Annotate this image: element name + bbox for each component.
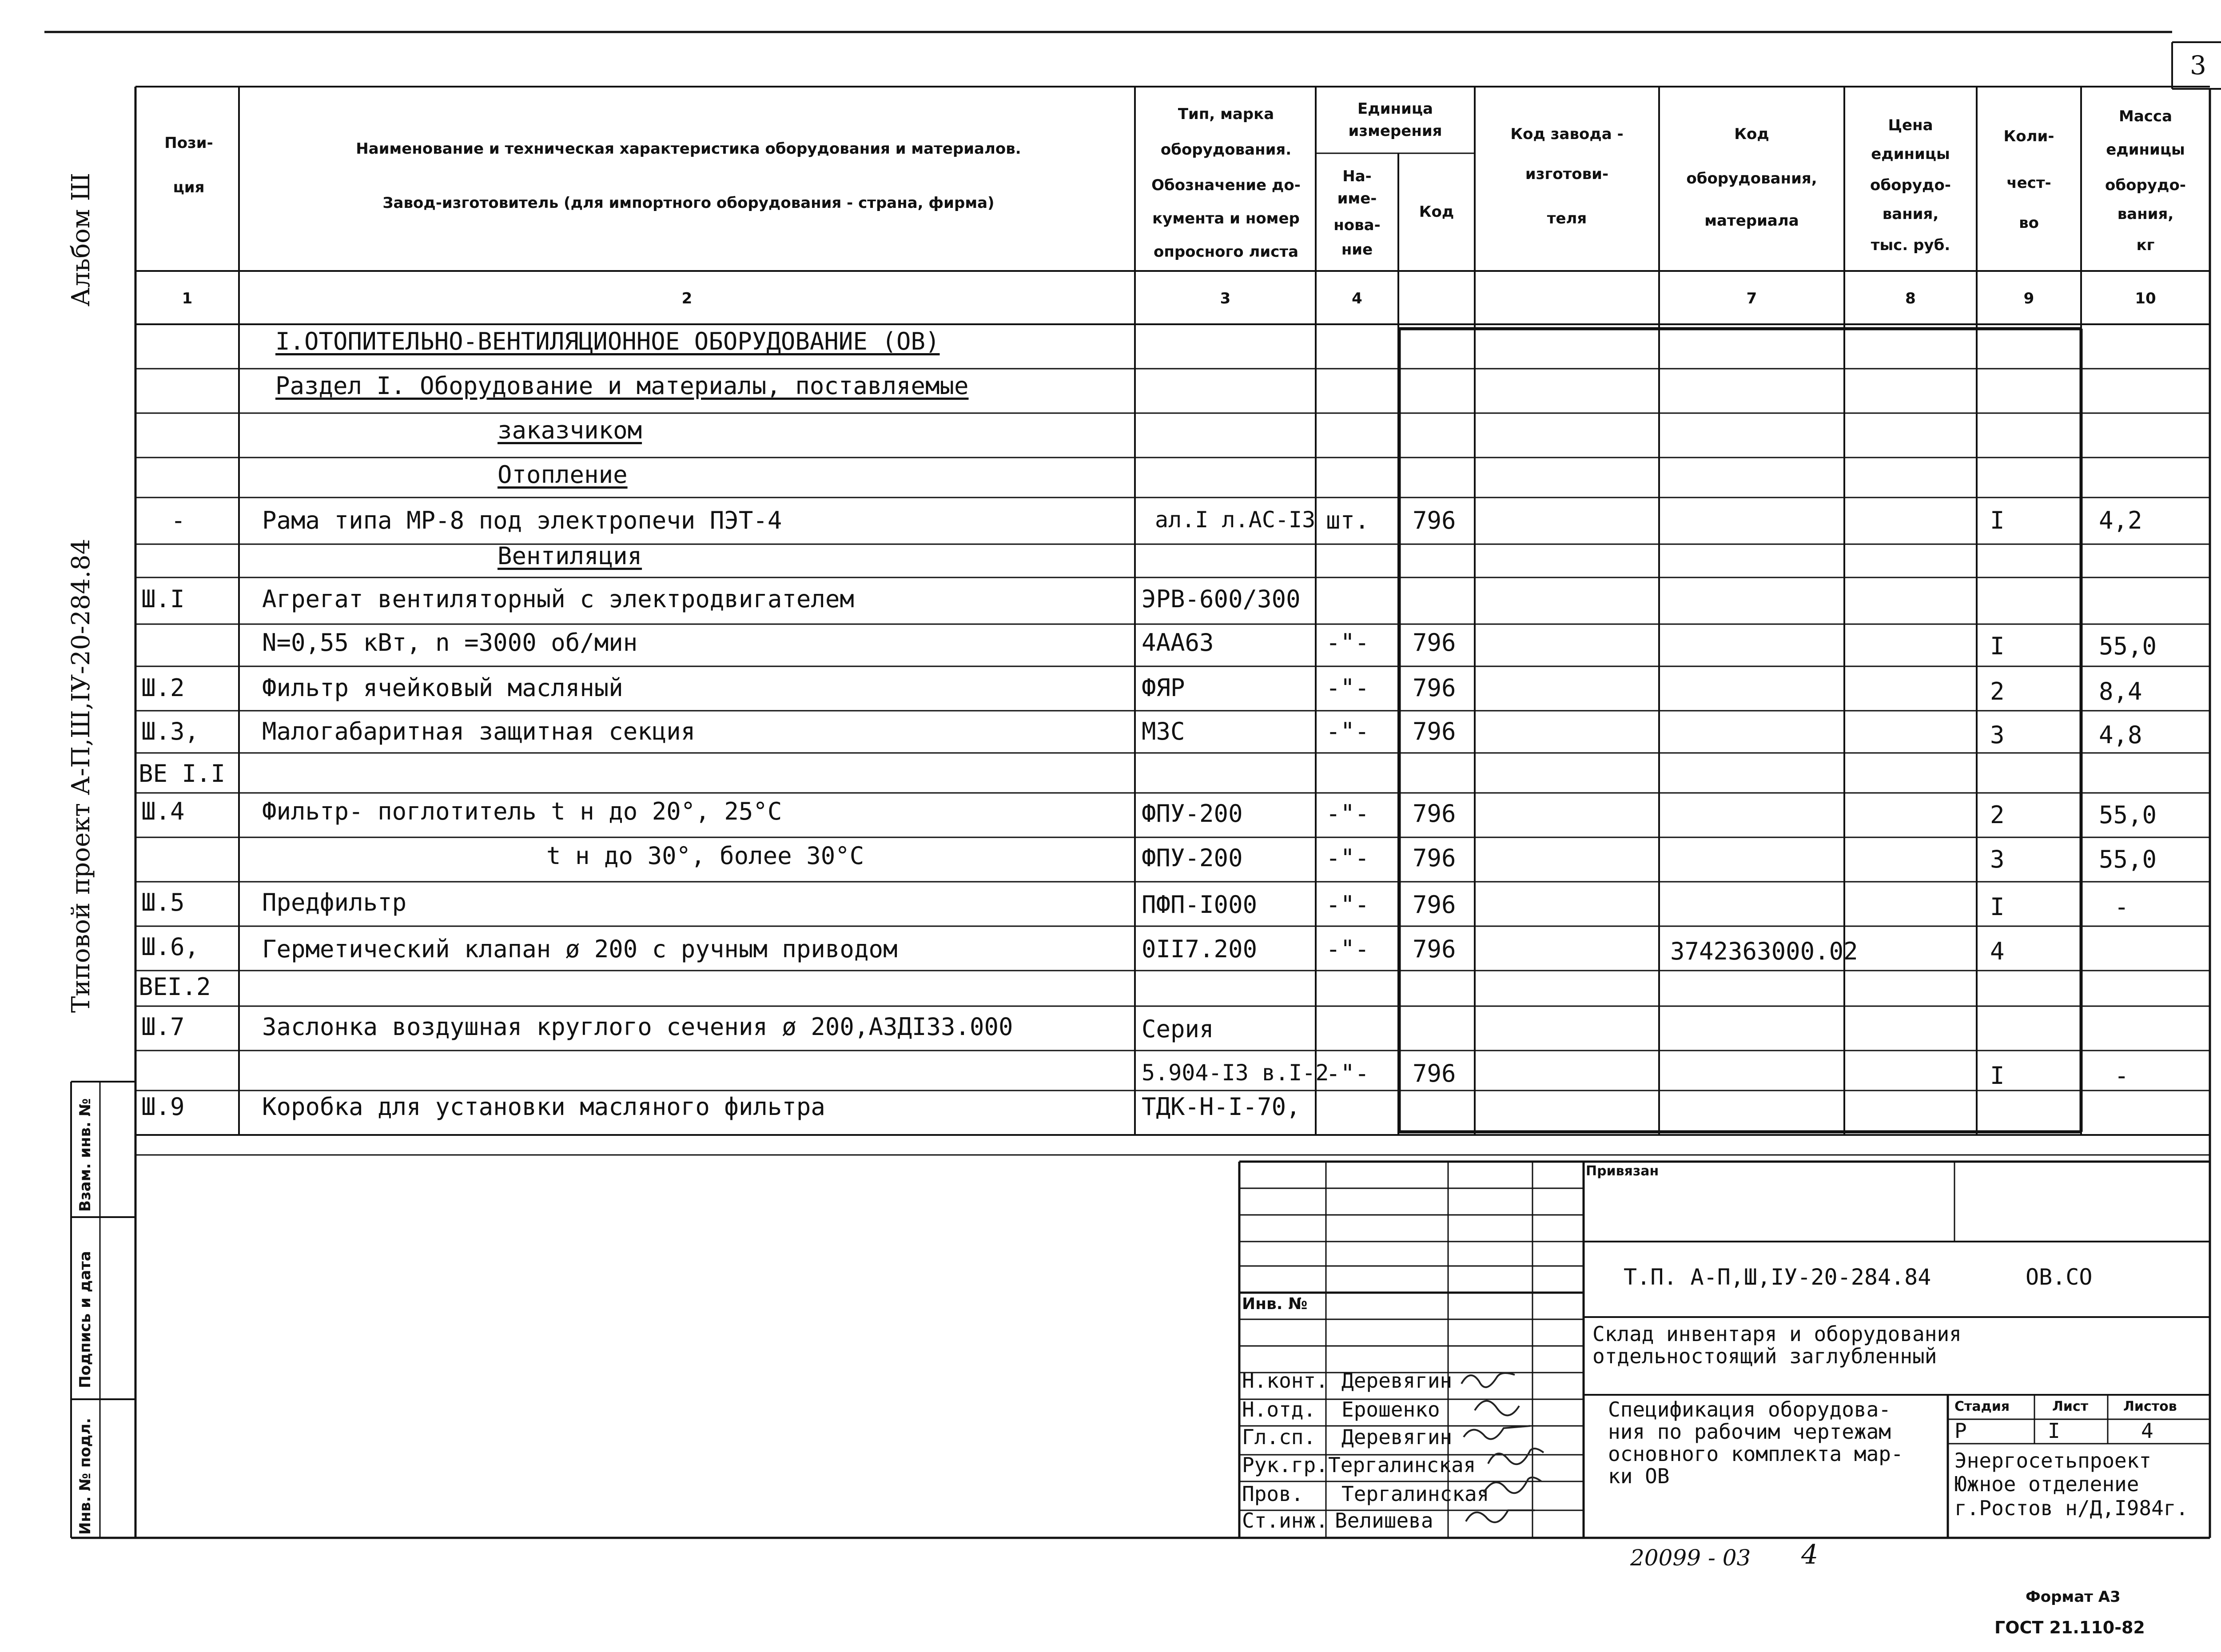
header-type-2: оборудования.: [1160, 141, 1292, 159]
row-mass: -: [2114, 1062, 2129, 1090]
row-type: 5.904-I3 в.I-2: [1142, 1060, 1329, 1086]
page-number: 3: [2190, 50, 2206, 80]
sheets-label: Листов: [2123, 1399, 2177, 1414]
row-pos: Ш.3,: [141, 717, 199, 745]
header-type-3: Обозначение до-: [1151, 176, 1301, 194]
row-pos: Ш.4: [141, 797, 185, 825]
row-code: 796: [1413, 891, 1456, 919]
row-name: Отопление: [498, 461, 628, 489]
sheet-value: I: [2048, 1419, 2060, 1443]
row-name: Предфильтр: [262, 888, 407, 916]
role-person: Тергалинская: [1328, 1453, 1476, 1477]
row-name: t н до 30°, более 30°С: [546, 842, 864, 870]
row-name: Малогабаритная защитная секция: [262, 717, 696, 745]
object-name-2: отдельностоящий заглубленный: [1592, 1344, 1937, 1368]
role-label: Пров.: [1242, 1482, 1304, 1506]
row-name: Вентиляция: [498, 542, 642, 570]
row-pos: ВЕ I.I: [139, 760, 226, 788]
header-qty-2: чест-: [2006, 174, 2051, 192]
header-unitname-3: нова-: [1333, 216, 1381, 234]
header-mass-1: Масса: [2118, 107, 2173, 125]
header-factory-3: теля: [1547, 210, 1587, 227]
header-unit-2: измерения: [1348, 122, 1442, 140]
org-name-2: Южное отделение: [1954, 1472, 2139, 1496]
header-type-5: опросного листа: [1153, 243, 1299, 261]
role-label: Гл.сп.: [1242, 1425, 1316, 1449]
header-factory-2: изготови-: [1525, 165, 1609, 183]
row-mass: 8,4: [2099, 677, 2142, 705]
document-mark: ОВ.СО: [2026, 1264, 2093, 1290]
row-type: 0II7.200: [1142, 935, 1258, 963]
row-mass: 55,0: [2099, 632, 2157, 660]
signature-marks: [1453, 1364, 1586, 1537]
header-matcode-3: материала: [1704, 212, 1799, 230]
role-label: Н.конт.: [1242, 1369, 1328, 1393]
header-price-2: единицы: [1871, 145, 1950, 163]
row-unit: -"-: [1326, 674, 1369, 702]
row-name: N=0,55 кВт, n =3000 об/мин: [262, 629, 638, 657]
row-code: 796: [1413, 1059, 1456, 1087]
row-unit: -"-: [1326, 891, 1369, 919]
row-mass: 4,2: [2099, 506, 2142, 534]
row-qty: I: [1990, 893, 2005, 921]
row-type: 4АА63: [1142, 629, 1214, 657]
archive-sheet: 4: [1801, 1539, 1819, 1570]
row-pos: Ш.6,: [141, 933, 199, 961]
row-mass: 55,0: [2099, 845, 2157, 873]
row-qty: 2: [1990, 801, 2005, 829]
header-price-3: оборудо-: [1870, 176, 1951, 194]
row-unit: шт.: [1326, 506, 1369, 534]
row-type: ЭРВ-600/300: [1142, 585, 1301, 613]
header-qty-1: Коли-: [2003, 127, 2054, 145]
row-code: 796: [1413, 674, 1456, 702]
row-name: Рама типа МР-8 под электропечи ПЭТ-4: [262, 506, 782, 534]
role-label: Н.отд.: [1242, 1397, 1316, 1421]
row-material-code: 3742363000.02: [1670, 937, 1858, 965]
row-name: I.ОТОПИТЕЛЬНО-ВЕНТИЛЯЦИОННОЕ ОБОРУДОВАНИЕ (ОВ): [275, 327, 940, 355]
colnum-8: 8: [1905, 290, 1916, 307]
row-code: 796: [1413, 629, 1456, 657]
header-type-4: кумента и номер: [1152, 210, 1300, 227]
row-name: Раздел I. Оборудование и материалы, поставляемые: [275, 372, 969, 400]
row-qty: I: [1990, 1062, 2005, 1090]
row-code: 796: [1413, 935, 1456, 963]
header-unitname-1: На-: [1342, 167, 1372, 185]
row-mass: 55,0: [2099, 801, 2157, 829]
header-mass-5: кг: [2136, 236, 2155, 254]
row-type: ПФП-I000: [1142, 891, 1258, 919]
row-pos: Ш.2: [141, 674, 185, 702]
org-name-3: г.Ростов н/Д,I984г.: [1954, 1496, 2189, 1520]
document-code: Т.П. А-П,Ш,IУ-20-284.84: [1624, 1264, 1931, 1290]
row-pos: Ш.I: [141, 585, 185, 613]
project-label: Типовой проект А-П,Ш,IУ-20-284.84: [67, 538, 96, 1013]
object-name-1: Склад инвентаря и оборудования: [1592, 1322, 1962, 1346]
header-unitcode: Код: [1419, 203, 1454, 221]
header-mass-2: единицы: [2106, 141, 2185, 159]
header-matcode-1: Код: [1734, 125, 1769, 143]
role-label: Ст.инж.: [1242, 1509, 1328, 1533]
header-pos-2: ция: [173, 179, 205, 196]
row-type: ФПУ-200: [1142, 844, 1243, 872]
row-name: Герметический клапан ø 200 с ручным приводом: [262, 935, 898, 963]
row-name: Фильтр- поглотитель t н до 20°, 25°С: [262, 797, 782, 825]
doc-title-4: ки ОВ: [1608, 1464, 1670, 1488]
header-factory-1: Код завода -: [1510, 125, 1624, 143]
doc-title-1: Спецификация оборудова-: [1608, 1397, 1891, 1421]
row-name: заказчиком: [498, 416, 642, 444]
row-unit: -"-: [1326, 935, 1369, 963]
row-unit: -"-: [1326, 1059, 1369, 1087]
row-unit: -"-: [1326, 800, 1369, 828]
inv-no-label: Инв. №: [1242, 1295, 1308, 1313]
row-name: Заслонка воздушная круглого сечения ø 200,АЗДI33.000: [262, 1013, 1013, 1041]
row-qty: 3: [1990, 721, 2005, 749]
row-code: 796: [1413, 717, 1456, 745]
row-name: Фильтр ячейковый масляный: [262, 674, 623, 702]
row-unit: -"-: [1326, 717, 1369, 745]
colnum-1: 1: [182, 290, 193, 307]
role-label: Рук.гр.: [1242, 1453, 1328, 1477]
header-pos-1: Пози-: [164, 134, 213, 152]
row-type: ФПУ-200: [1142, 800, 1243, 828]
row-qty: I: [1990, 506, 2005, 534]
stamp-inv-podl: Инв. № подл.: [76, 1417, 94, 1535]
stamp-vzam-inv: Взам. инв. №: [76, 1098, 94, 1212]
sheets-value: 4: [2141, 1419, 2153, 1443]
org-name-1: Энергосетьпроект: [1954, 1449, 2152, 1473]
row-type: МЗС: [1142, 717, 1185, 745]
header-price-1: Цена: [1888, 116, 1933, 134]
header-type-1: Тип, марка: [1178, 105, 1274, 123]
row-type: ТДК-Н-I-70,: [1142, 1093, 1301, 1121]
row-qty: 3: [1990, 845, 2005, 873]
header-unitname-2: име-: [1337, 190, 1377, 207]
stage-label: Стадия: [1954, 1399, 2010, 1414]
colnum-9: 9: [2023, 290, 2034, 307]
privyazan-label: Привязан: [1586, 1163, 1659, 1179]
header-mass-3: оборудо-: [2105, 176, 2186, 194]
row-type: Серия: [1142, 1015, 1214, 1043]
header-price-4: вания,: [1882, 205, 1939, 223]
header-matcode-2: оборудования,: [1686, 170, 1817, 187]
header-qty-3: во: [2019, 214, 2039, 232]
archive-number: 20099 - 03: [1630, 1545, 1751, 1571]
stage-value: Р: [1954, 1419, 1967, 1443]
colnum-2: 2: [681, 290, 693, 307]
row-pos: Ш.5: [141, 888, 185, 916]
row-name: Коробка для установки масляного фильтра: [262, 1093, 825, 1121]
row-type: ал.I л.АС-I3: [1155, 507, 1316, 533]
row-mass: 4,8: [2099, 721, 2142, 749]
row-qty: 4: [1990, 937, 2005, 965]
role-person: Ерошенко: [1341, 1397, 1440, 1421]
role-person: Тергалинская: [1341, 1482, 1489, 1506]
sheet-label: Лист: [2052, 1399, 2089, 1414]
row-mass: -: [2114, 893, 2129, 921]
row-type: ФЯР: [1142, 674, 1185, 702]
header-name-2: Завод-изготовитель (для импортного оборудования - страна, фирма): [382, 194, 995, 212]
format-label: Формат А3: [2026, 1588, 2121, 1606]
album-label: Альбом Ш: [67, 172, 96, 307]
colnum-4: 4: [1352, 290, 1362, 307]
row-name: Агрегат вентиляторный с электродвигателем: [262, 585, 854, 613]
row-pos: Ш.7: [141, 1013, 185, 1041]
row-pos: ВЕI.2: [139, 973, 211, 1001]
colnum-10: 10: [2135, 290, 2156, 307]
gost-label: ГОСТ 21.110-82: [1994, 1618, 2145, 1637]
row-pos: Ш.9: [141, 1093, 185, 1121]
stamp-signature-date: Подпись и дата: [76, 1251, 94, 1388]
header-name-1: Наименование и техническая характеристика оборудования и материалов.: [356, 140, 1021, 158]
doc-title-3: основного комплекта мар-: [1608, 1442, 1903, 1466]
role-person: Велишева: [1335, 1509, 1433, 1533]
row-code: 796: [1413, 844, 1456, 872]
header-price-5: тыс. руб.: [1871, 236, 1950, 254]
header-unit-1: Единица: [1357, 100, 1433, 118]
header-mass-4: вания,: [2117, 205, 2174, 223]
colnum-3: 3: [1220, 290, 1231, 307]
row-pos: -: [171, 506, 186, 534]
doc-title-2: ния по рабочим чертежам: [1608, 1420, 1891, 1444]
colnum-7: 7: [1746, 290, 1757, 307]
row-code: 796: [1413, 800, 1456, 828]
row-code: 796: [1413, 506, 1456, 534]
row-qty: I: [1990, 632, 2005, 660]
row-unit: -"-: [1326, 629, 1369, 657]
row-unit: -"-: [1326, 844, 1369, 872]
row-qty: 2: [1990, 677, 2005, 705]
header-unitname-4: ние: [1341, 241, 1373, 259]
role-person: Деревягин: [1341, 1369, 1453, 1393]
role-person: Деревягин: [1341, 1425, 1453, 1449]
